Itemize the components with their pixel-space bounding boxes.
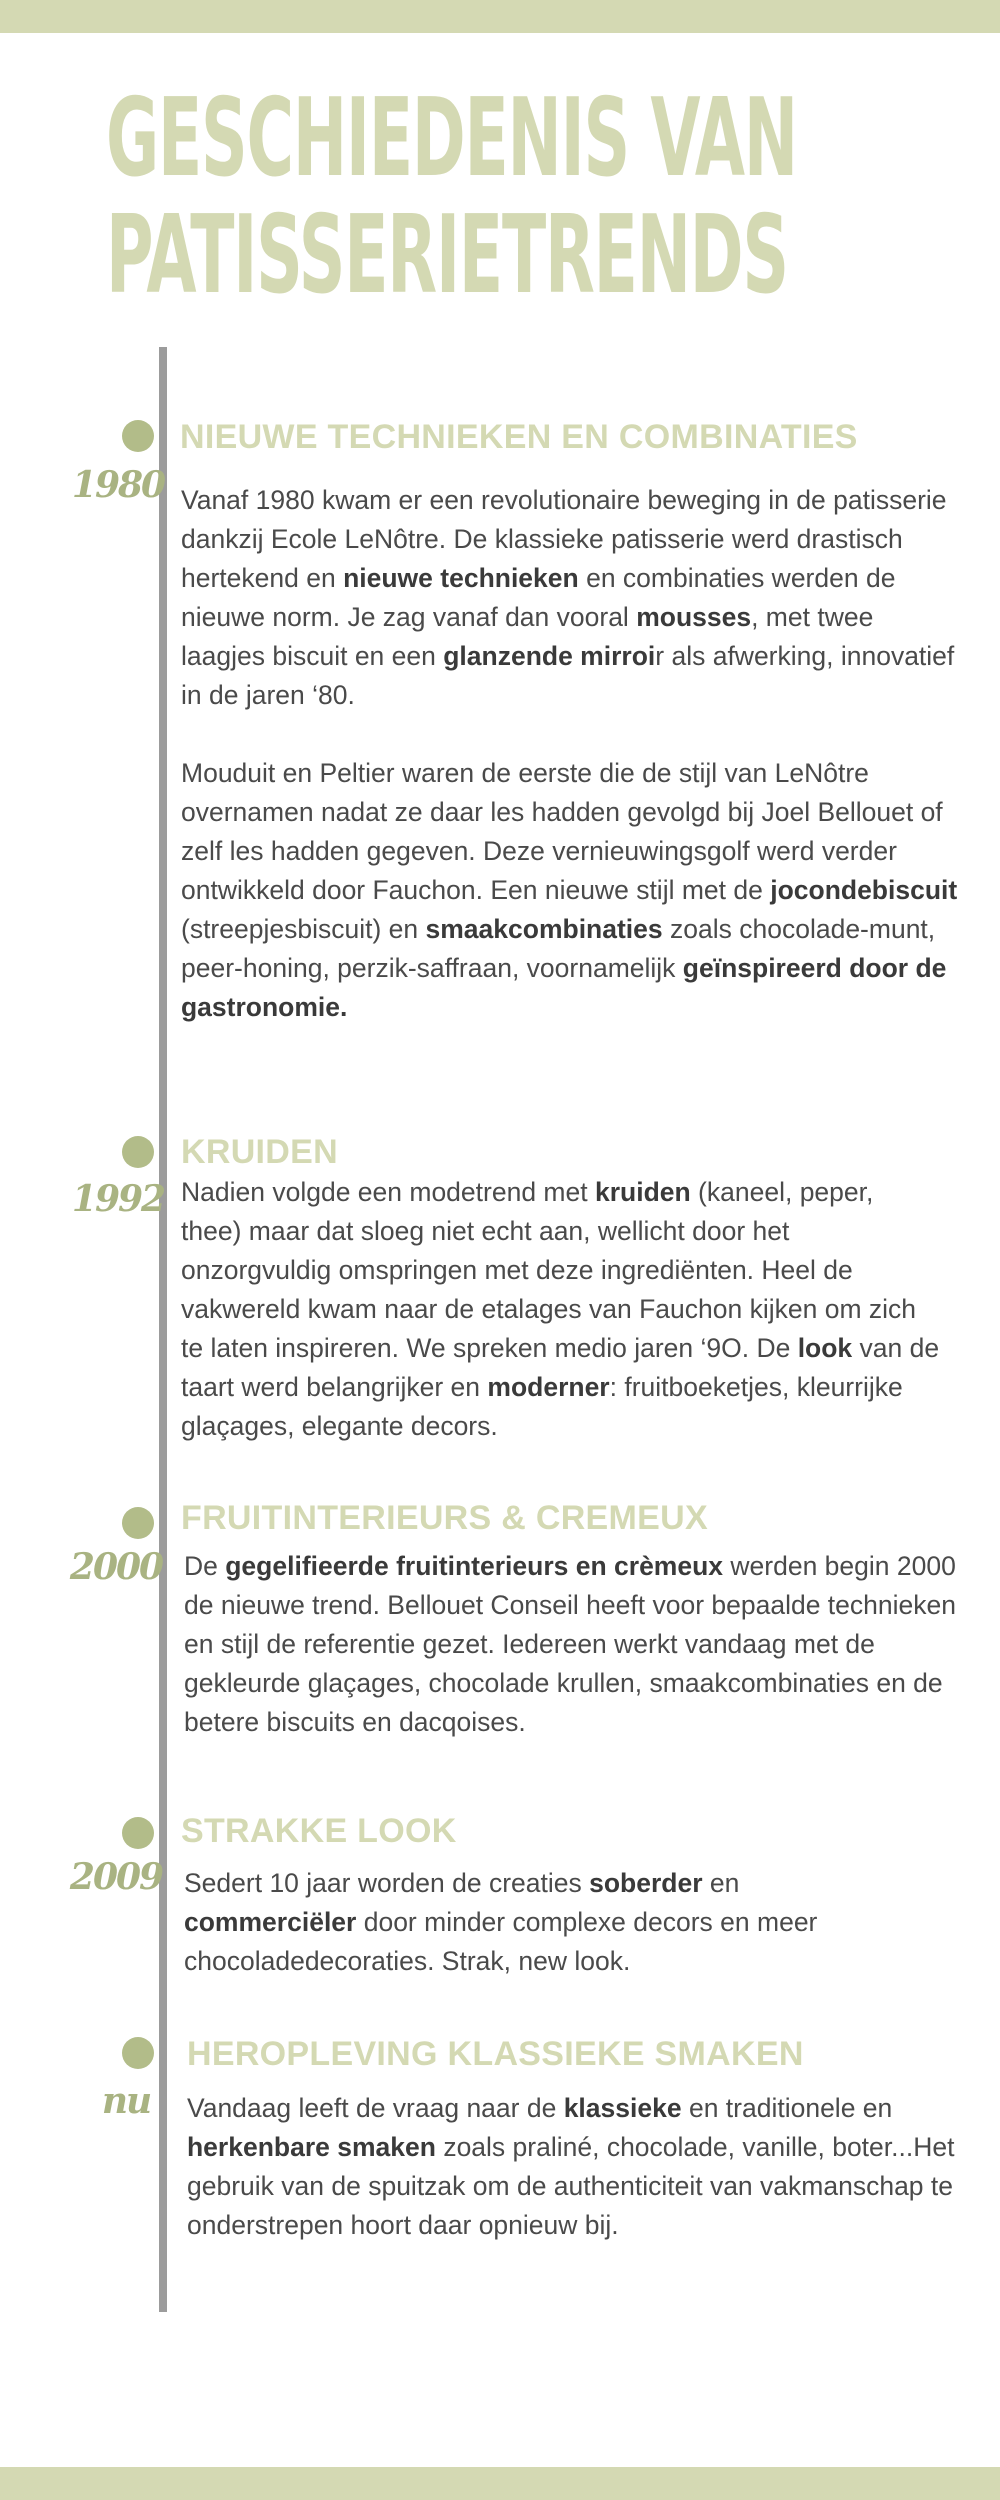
- body-text: : fruitboeketjes, kleurrijke glaçages, elegante decors.: [181, 1372, 903, 1441]
- body-text: Vanaf 1980 kwam er een revolutionaire beweging in de patisserie dankzij Ecole LeNôtre. De klassieke patisserie werd drastisch hertekend en: [181, 485, 947, 593]
- page-title-line-1: GESCHIEDENIS VAN: [106, 76, 797, 201]
- body-text: Sedert 10 jaar worden de creaties: [184, 1868, 590, 1898]
- section-heading: NIEUWE TECHNIEKEN EN COMBINATIES: [180, 418, 858, 456]
- timeline-year: 1980: [71, 464, 165, 506]
- section-heading: KRUIDEN: [181, 1133, 338, 1171]
- section-heading: HEROPLEVING KLASSIEKE SMAKEN: [187, 2035, 804, 2073]
- emphasis-text: soberder: [589, 1868, 703, 1898]
- page-title: [106, 76, 797, 318]
- timeline-year: 2009: [69, 1856, 163, 1898]
- body-text: (streepjesbiscuit) en: [181, 914, 426, 944]
- body-text: en: [702, 1868, 740, 1898]
- section-paragraph: [181, 754, 961, 1027]
- section-text: [187, 2089, 957, 2245]
- emphasis-text: smaakcombinaties: [425, 914, 663, 944]
- section-text: [184, 1864, 904, 1981]
- emphasis-text: jocondebiscuit: [770, 875, 958, 905]
- timeline-year: 2000: [69, 1546, 163, 1588]
- section-heading: FRUITINTERIEURS & CREMEUX: [181, 1499, 708, 1537]
- emphasis-text: herkenbare smaken: [187, 2132, 436, 2162]
- body-text: zoals chocolade-munt, peer-honing, perzik-saffraan, voornamelijk: [181, 914, 936, 983]
- timeline-line: [159, 347, 167, 2312]
- timeline-dot: [122, 1817, 154, 1849]
- body-text: , met twee laagjes biscuit en een: [181, 602, 874, 671]
- section-paragraph: [184, 1547, 964, 1742]
- section-paragraph: [187, 2089, 957, 2245]
- emphasis-text: look: [797, 1333, 853, 1363]
- body-text: Vandaag leeft de vraag naar de: [187, 2093, 564, 2123]
- body-text: en traditionele en: [681, 2093, 893, 2123]
- emphasis-text: kruiden: [594, 1177, 691, 1207]
- emphasis-text: geïnspireerd door de gastronomie.: [181, 953, 947, 1022]
- body-text: zoals praliné, chocolade, vanille, boter...Het gebruik van de spuitzak om de authenticiteit van vakmanschap te onderstrepen hoort daar opnieuw bij.: [187, 2132, 955, 2240]
- section-text: [181, 481, 961, 1027]
- paragraph-gap: [181, 715, 961, 754]
- timeline-dot: [122, 420, 154, 452]
- body-text: Mouduit en Peltier waren de eerste die de stijl van LeNôtre overnamen nadat ze daar les hadden gevolgd bij Joel Bellouet of zelf les hadden gegeven. Deze vernieuwingsgolf werd verder ontwikkeld door Fauchon. Een nieuwe stijl met de: [181, 758, 943, 905]
- timeline-year: nu: [101, 2080, 151, 2122]
- body-text: door minder complexe decors en meer chocoladedecoraties. Strak, new look.: [184, 1907, 818, 1976]
- body-text: (kaneel, peper, thee) maar dat sloeg niet echt aan, wellicht door het onzorgvuldig omspringen met deze ingrediënten. Heel de vakwereld kwam naar de etalages van Fauchon kijken om zich te laten inspireren. We spreken medio jaren ‘9O. De: [181, 1177, 917, 1363]
- emphasis-text: glanzende mirroi: [443, 641, 656, 671]
- top-band: [0, 0, 1000, 33]
- timeline-dot: [122, 1507, 154, 1539]
- section-heading: STRAKKE LOOK: [181, 1812, 457, 1850]
- body-text: en combinaties werden de nieuwe norm. Je zag vanaf dan vooral: [181, 563, 896, 632]
- timeline-dot: [122, 2037, 154, 2069]
- body-text: De: [184, 1551, 226, 1581]
- emphasis-text: commerciëler: [184, 1907, 357, 1937]
- emphasis-text: nieuwe technieken: [343, 563, 579, 593]
- timeline-year: 1992: [71, 1178, 165, 1220]
- body-text: Nadien volgde een modetrend met: [181, 1177, 595, 1207]
- bottom-band: [0, 2467, 1000, 2500]
- timeline-dot: [122, 1136, 154, 1168]
- page-title-line-2: PATISSERIETRENDS: [106, 193, 788, 318]
- section-text: [181, 1173, 941, 1446]
- emphasis-text: klassieke: [563, 2093, 682, 2123]
- emphasis-text: moderner: [487, 1372, 610, 1402]
- body-text: werden begin 2000 de nieuwe trend. Bellouet Conseil heeft voor bepaalde technieken en stijl de referentie gezet. Iedereen werkt vandaag met de gekleurde glaçages, chocolade krullen, smaakcombinaties en de betere biscuits en dacqoises.: [184, 1551, 956, 1737]
- emphasis-text: mousses: [636, 602, 752, 632]
- body-text: van de taart werd belangrijker en: [181, 1333, 940, 1402]
- section-paragraph: [184, 1864, 904, 1981]
- section-paragraph: [181, 1173, 941, 1446]
- section-paragraph: [181, 481, 961, 715]
- emphasis-text: gegelifieerde fruitinterieurs en crèmeux: [225, 1551, 724, 1581]
- body-text: r als afwerking, innovatief in de jaren ‘80.: [181, 641, 955, 710]
- section-text: [184, 1547, 964, 1742]
